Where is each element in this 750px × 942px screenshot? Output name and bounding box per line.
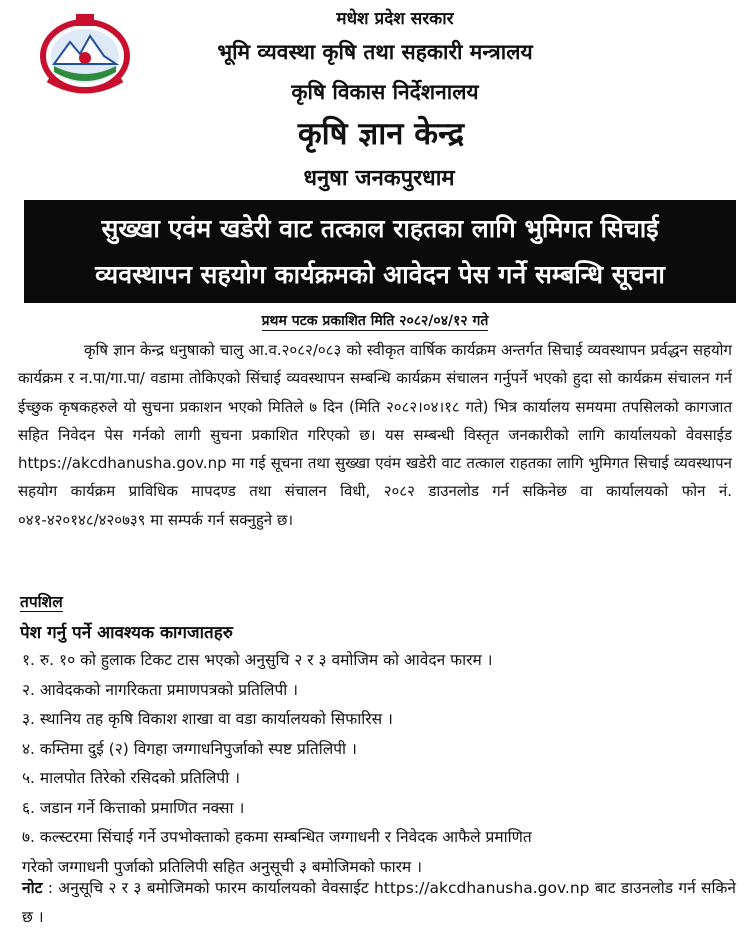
banner-line-1: सुख्खा एवंम खडेरी वाट तत्काल राहतका लागि भुमिगत सिचाई — [101, 213, 659, 243]
banner-line-2: व्यवस्थापन सहयोग कार्यक्रमको आवेदन पेस गर्ने सम्बन्धि सूचना — [95, 259, 665, 289]
note-text: : अनुसूचि २ र ३ बमोजिमको फारम कार्यालयको वेवसाईट https://akcdhanusha.gov.np बाट डाउनलोड गर्न सकिने छ । — [22, 879, 736, 926]
list-item: ३. स्थानिय तह कृषि विकाश शाखा वा वडा कार्यालयको सिफारिस । — [22, 710, 393, 728]
ministry-name: भूमि व्यवस्था कृषि तथा सहकारी मन्त्रालय — [217, 40, 533, 64]
published-date-text: प्रथम पटक प्रकाशित मिति २०८२/०४/१२ गते — [261, 313, 489, 329]
notice-body-paragraph: कृषि ज्ञान केन्द्र धनुषाको चालु आ.व.२०८२/०८३ को स्वीकृत वार्षिक कार्यक्रम अन्तर्गत सिचाई व्यवस्थापन प्रर्वद्धन सहयोग कार्यक्रम र न.पा/गा.पा/ वडामा तोकिएको सिंचाई व्यवस्थापन सम्बन्धि कार्यक्रम संचालन गर्नुपर्ने भएको हुदा सो कार्यक्रम संचालन गर्न ईच्छुक कृषकहरुले यो सुचना प्रकाशन भएको मितिले ७ दिन (मिति २०८२।०४।१८ गते) भित्र कार्यालय समयमा तपसिलको कागजात सहित निवेदन पेस गर्नको लागी सुचना प्रकाशित गरिएको छ। यस सम्बन्धी विस्तृत जनकारीको लागि कार्यालयको वेवसाईड https://akcdhanusha.gov.np मा गई सूचना तथा सुख्खा एवंम खडेरी वाट तत्काल राहतका लागि भुमिगत सिचाई व्यवस्थापन सहयोग कार्यक्रम प्राविधिक मापदण्ड तथा संचालन विधी, २०८२ डाउनलोड गर्न सकिनेछ वा कार्यालयको फोन नं. ०४१-४२०१४८/४२०७३९ मा सम्पर्क गर्न सक्नुहुने छ। — [18, 341, 732, 529]
list-item: १. रु. १० को हुलाक टिकट टास भएको अनुसुचि २ र ३ वमोजिम को आवेदन फारम । — [22, 651, 493, 669]
office-location: धनुषा जनकपुरधाम — [303, 166, 455, 191]
documents-list — [22, 646, 738, 882]
published-date — [0, 311, 750, 330]
list-item: ६. जडान गर्ने कित्ताको प्रमाणित नक्सा । — [22, 798, 245, 817]
list-item: ५. मालपोत तिरेको रसिदको प्रतिलिपी । — [22, 769, 241, 787]
list-item: ४. कम्तिमा दुई (२) विगहा जग्गाधनिपुर्जाको स्पष्ट प्रतिलिपी । — [22, 739, 357, 758]
tapashil-label: तपशिल — [20, 593, 63, 611]
list-item: २. आवेदकको नागरिकता प्रमाणपत्रको प्रतिलिपी । — [22, 680, 299, 699]
government-name: मधेश प्रदेश सरकार — [336, 9, 454, 29]
tapashil-heading — [20, 590, 63, 612]
directorate-name: कृषि विकास निर्देशनालय — [291, 80, 479, 104]
list-item: ७. कल्स्टरमा सिंचाई गर्ने उपभोक्ताको हकमा सम्बन्धित जग्गाधनी र निवेदक आफैले प्रमाणित — [22, 828, 532, 846]
notice-header — [0, 0, 750, 200]
note-label: नोट — [22, 879, 43, 897]
note-paragraph — [22, 874, 736, 932]
documents-heading: पेश गर्नु पर्ने आवश्यक कागजातहरु — [20, 623, 233, 643]
notice-title-banner — [24, 200, 736, 303]
office-name: कृषि ज्ञान केन्द्र — [297, 116, 465, 152]
list-item-continuation: गरेको जग्गाधनी पुर्जाको प्रतिलिपी सहित अनुसूची ३ बमोजिमको फारम । — [22, 857, 423, 876]
